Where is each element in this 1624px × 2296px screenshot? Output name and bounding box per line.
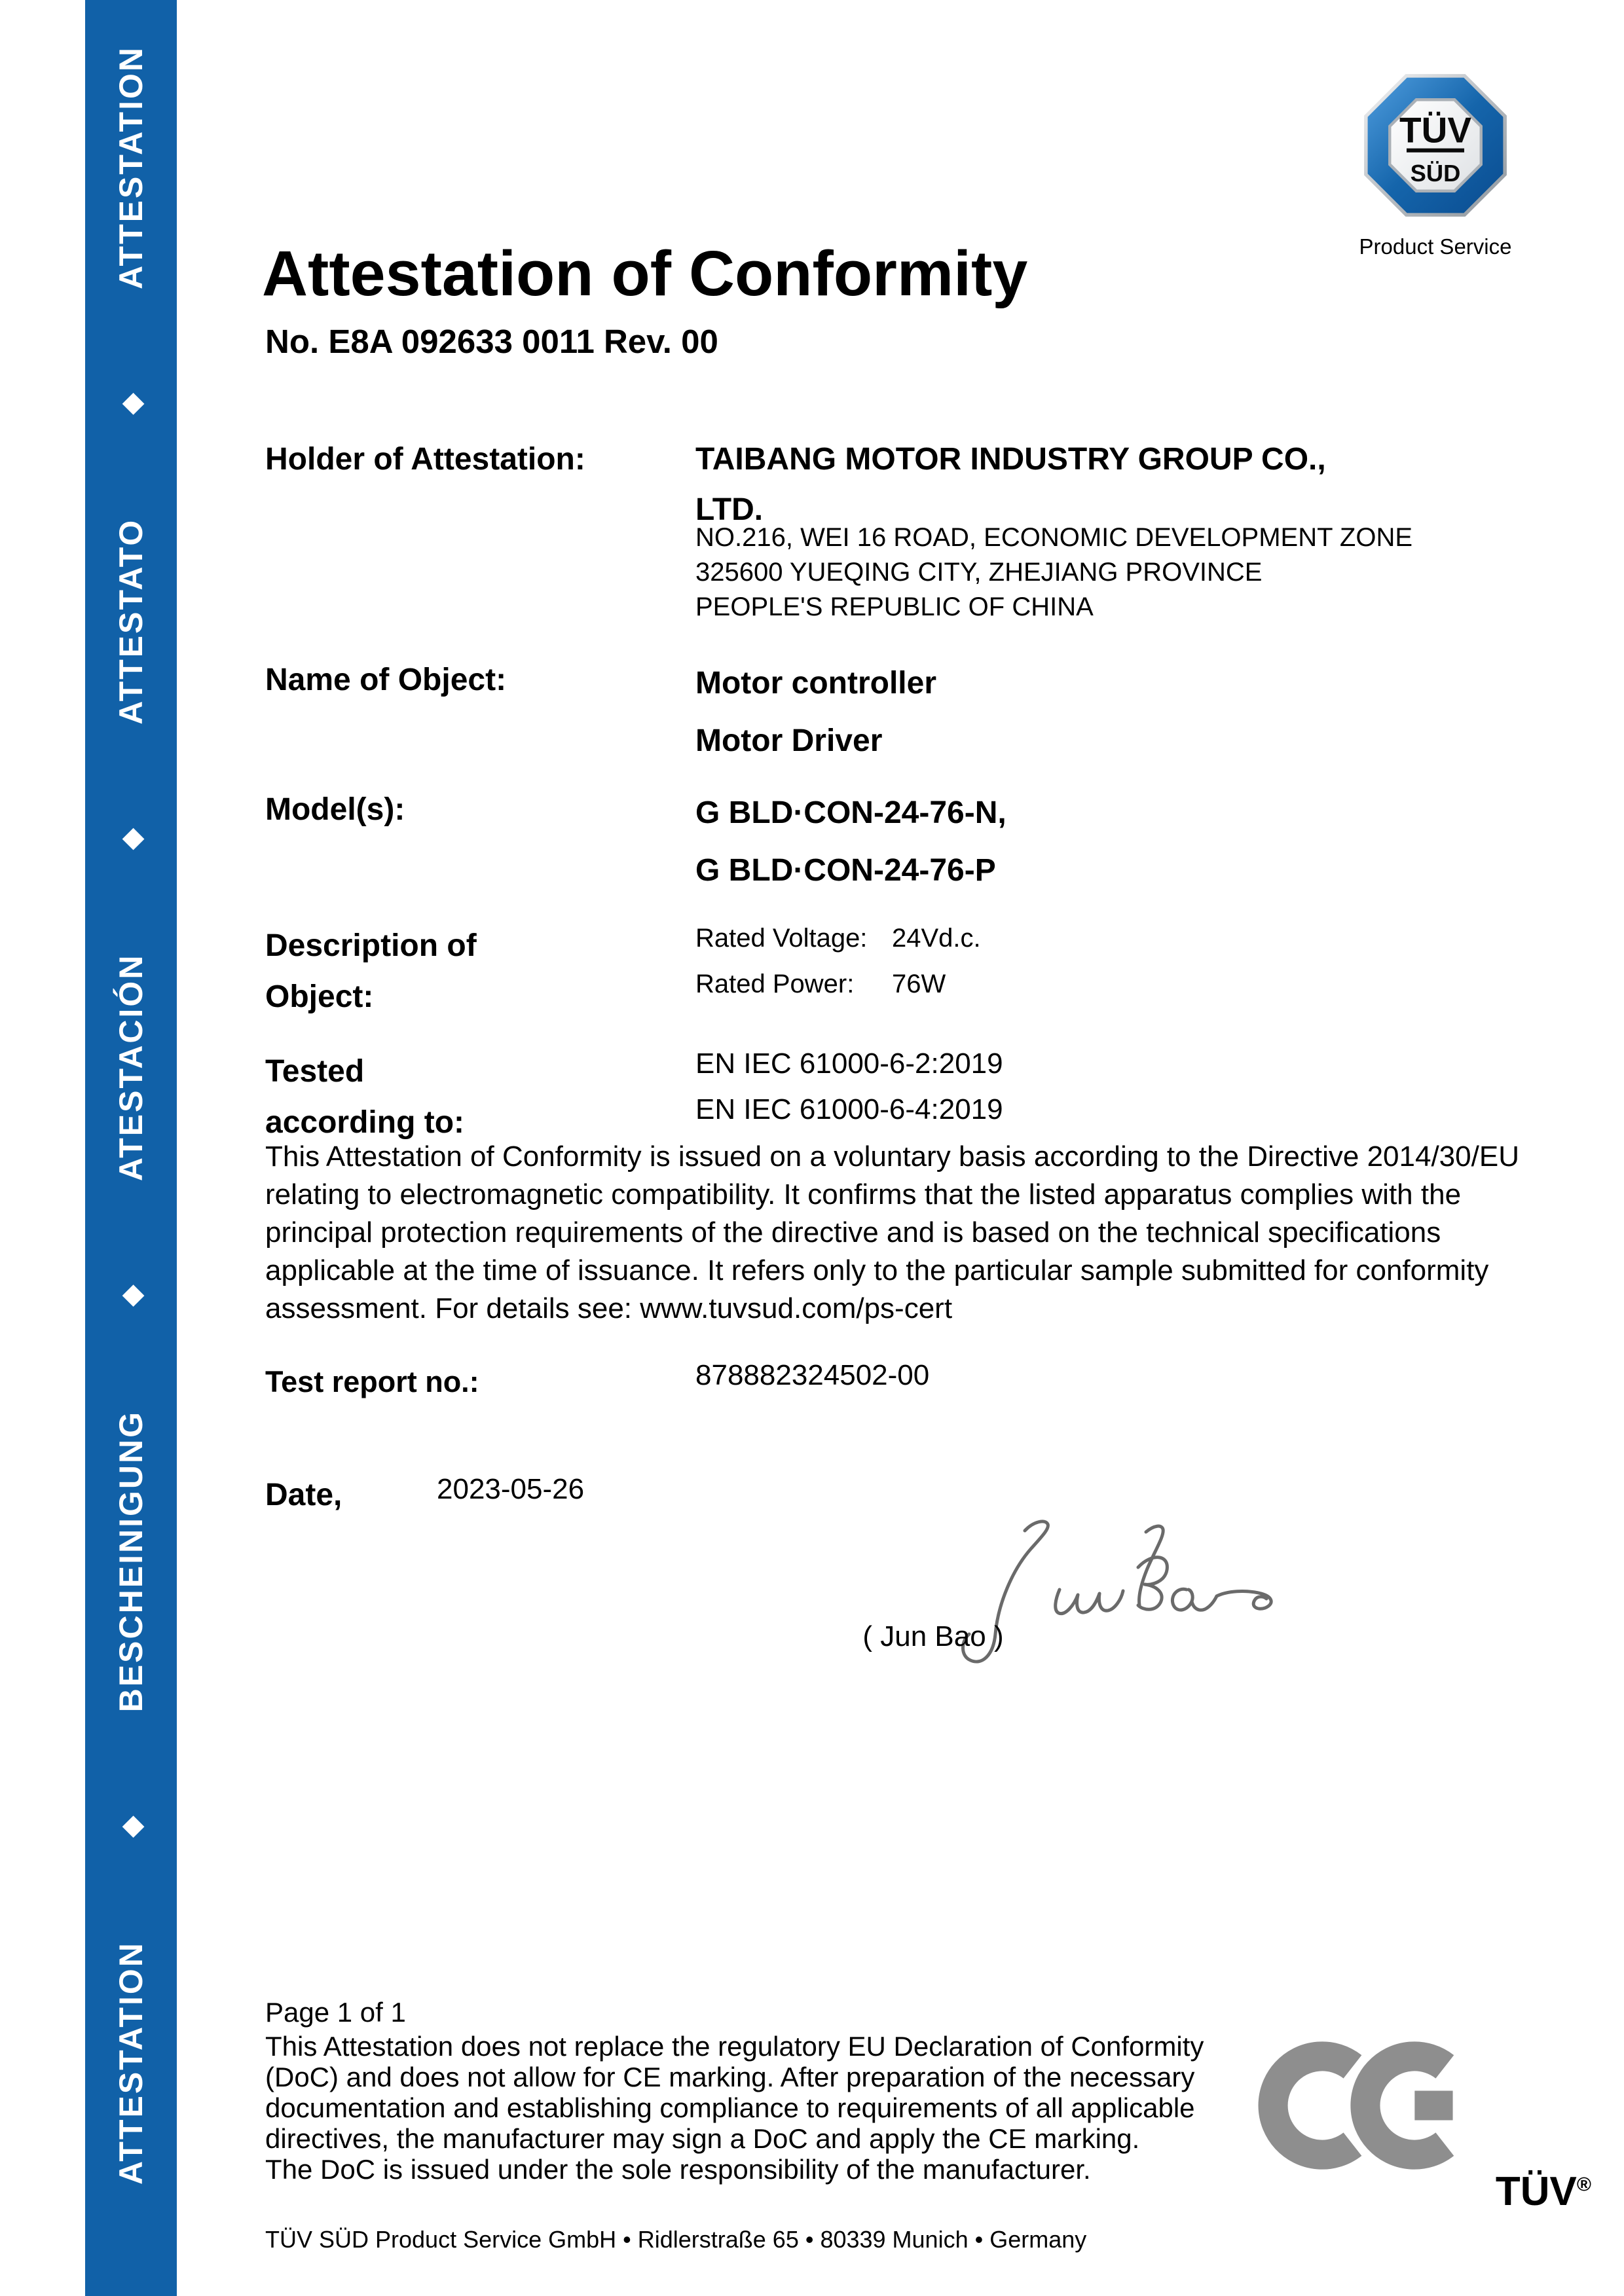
ce-mark-icon [1256,2035,1459,2176]
diamond-icon: ◆ [115,1285,147,1307]
statement-line: principal protection requirements of the directive and is based on the technical specifications [265,1216,1441,1248]
tested-label-line: according to: [265,1105,465,1140]
models-value [695,784,1006,900]
object-line: Motor controller [695,666,936,701]
signatory-name: ( Jun Bao ) [862,1620,1004,1652]
logo-caption: Product Service [1359,234,1512,259]
sidebar-word-attestation-bottom: ATTESTATION [113,1941,149,2185]
registered-icon: ® [1576,2174,1591,2196]
disclaimer-paragraph [265,2031,1204,2185]
tuv-wordmark [1460,2168,1591,2215]
holder-address-line: PEOPLE'S REPUBLIC OF CHINA [695,592,1094,621]
page-title: Attestation of Conformity [262,238,1028,309]
logo-sud-text: SÜD [1410,159,1461,187]
disclaimer-line: The DoC is issued under the sole responsibility of the manufacturer. [265,2154,1091,2185]
sidebar-word-attestation-top: ATTESTATION [113,46,149,289]
holder-address-line: NO.216, WEI 16 ROAD, ECONOMIC DEVELOPMENT ZONE [695,523,1413,552]
tuv-wordmark-text: TÜV [1495,2169,1577,2214]
signature-stroke [1056,1590,1123,1614]
signature-stroke [1217,1592,1271,1609]
models-label: Model(s): [265,792,405,827]
tuv-sud-logo-icon [1363,73,1507,217]
holder-name [695,434,1326,535]
description-val: 76W [892,970,946,998]
tested-label [265,1046,464,1148]
statement-line: relating to electromagnetic compatibility. It confirms that the listed apparatus complies with the [265,1178,1462,1211]
disclaimer-line: This Attestation does not replace the regulatory EU Declaration of Conformity [265,2031,1204,2062]
report-label: Test report no.: [265,1365,479,1398]
disclaimer-line: documentation and establishing compliance to requirements of all applicable [265,2092,1195,2123]
page-indicator: Page 1 of 1 [265,1997,406,2028]
holder-name-line: TAIBANG MOTOR INDUSTRY GROUP CO., [695,442,1326,477]
diamond-icon: ◆ [115,1815,147,1838]
footer-address: TÜV SÜD Product Service GmbH • Ridlerstraße 65 • 80339 Munich • Germany [265,2226,1087,2253]
sidebar-word-bescheinigung: BESCHEINIGUNG [113,1410,149,1713]
statement-line: This Attestation of Conformity is issued on a voluntary basis according to the Directive 2014/30/EU [265,1140,1519,1173]
diamond-icon: ◆ [115,392,147,415]
description-label [265,920,477,1023]
sidebar-strip [85,0,177,2296]
holder-label: Holder of Attestation: [265,442,585,477]
model-line: G BLD·CON-24-76-P [695,853,996,888]
disclaimer-line: directives, the manufacturer may sign a DoC and apply the CE marking. [265,2123,1140,2154]
object-line: Motor Driver [695,723,883,758]
statement-line: assessment. For details see: www.tuvsud.com/ps-cert [265,1292,953,1324]
description-label-line: Description of [265,928,477,963]
description-label-line: Object: [265,979,374,1014]
tested-value [695,1041,1003,1133]
sidebar-word-atestacion: ATESTACIÓN [113,953,149,1182]
model-line: G BLD·CON-24-76-N, [695,795,1006,830]
logo-tuv-text: TÜV [1399,109,1471,151]
certificate-number: No. E8A 092633 0011 Rev. 00 [265,323,718,360]
standard-line: EN IEC 61000-6-2:2019 [695,1048,1003,1080]
sidebar-word-attestato: ATTESTATO [113,518,149,725]
signature-stroke [1172,1589,1217,1610]
diamond-icon: ◆ [115,828,147,850]
statement-paragraph [265,1138,1519,1328]
date-value: 2023-05-26 [437,1473,585,1505]
description-val: 24Vd.c. [892,924,981,953]
holder-address-line: 325600 YUEQING CITY, ZHEJIANG PROVINCE [695,558,1263,587]
tested-label-line: Tested [265,1054,365,1089]
disclaimer-line: (DoC) and does not allow for CE marking. After preparation of the necessary [265,2062,1195,2092]
description-key: Rated Power: [695,970,855,998]
description-key: Rated Voltage: [695,924,868,953]
holder-address [695,520,1412,625]
description-row [695,915,981,961]
date-label: Date, [265,1478,342,1512]
holder-name-line: LTD. [695,492,764,527]
description-row [695,961,981,1007]
standard-line: EN IEC 61000-6-4:2019 [695,1093,1003,1125]
sidebar-band [85,0,177,2296]
object-label: Name of Object: [265,663,507,697]
object-value [695,655,936,770]
description-value [695,915,981,1007]
ce-letter-c [1273,2056,1352,2155]
report-number: 878882324502-00 [695,1359,930,1391]
statement-line: applicable at the time of issuance. It refers only to the particular sample submitted for conformity [265,1254,1489,1286]
